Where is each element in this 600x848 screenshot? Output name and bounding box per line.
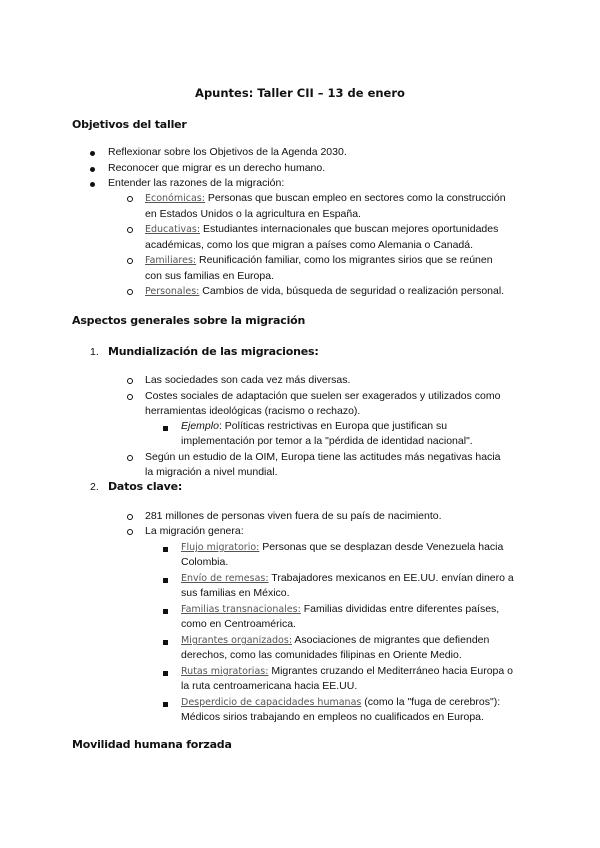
- bullet-dot: [90, 146, 95, 161]
- genera-familias-cont: como en Centroamérica.: [181, 618, 296, 630]
- bullet-square: [163, 573, 168, 588]
- list-number: 1.: [90, 346, 99, 358]
- genera-desperdicio: Desperdicio de capacidades humanas (como la "fuga de cerebros"):: [181, 696, 501, 708]
- reason-familiares: Familiares: Reunificación familiar, como los migrantes sirios que se reúnen: [145, 254, 493, 266]
- bullet-square: [163, 421, 168, 436]
- genera-remesas-cont: sus familias en México.: [181, 587, 290, 599]
- genera-flujo: Flujo migratorio: Personas que se desplazan desde Venezuela hacia: [181, 541, 504, 553]
- bullet-square: [163, 697, 168, 712]
- genera-familias: Familias transnacionales: Familias divididas entre diferentes países,: [181, 603, 500, 615]
- page-title: Apuntes: Taller CII – 13 de enero: [195, 86, 405, 100]
- mundializacion-item: Las sociedades son cada vez más diversas.: [145, 374, 351, 386]
- reason-economicas: Económicas: Personas que buscan empleo en sectores como la construcción: [145, 192, 506, 204]
- bullet-dot: [90, 177, 95, 192]
- bullet-ring: [127, 285, 133, 300]
- heading-objetivos: Objetivos del taller: [72, 118, 187, 131]
- genera-migrantes: Migrantes organizados: Asociaciones de migrantes que defienden: [181, 634, 490, 646]
- genera-migrantes-cont: derechos, como las comunidades filipinas en Oriente Medio.: [181, 649, 462, 661]
- mundializacion-item: Costes sociales de adaptación que suelen ser exagerados y utilizados como: [145, 390, 501, 402]
- reason-familiares-cont: con sus familias en Europa.: [145, 270, 274, 282]
- genera-rutas: Rutas migratorias: Migrantes cruzando el Mediterráneo hacia Europa o: [181, 665, 513, 677]
- genera-rutas-cont: la ruta centroamericana hacia EE.UU.: [181, 680, 358, 692]
- subheading-datos-clave: Datos clave:: [108, 480, 183, 493]
- bullet-square: [163, 635, 168, 650]
- objetivo-item: Reconocer que migrar es un derecho humano.: [108, 162, 326, 174]
- bullet-ring: [127, 451, 133, 466]
- list-number: 2.: [90, 481, 99, 493]
- genera-flujo-cont: Colombia.: [181, 556, 229, 568]
- bullet-ring: [127, 223, 133, 238]
- bullet-ring: [127, 374, 133, 389]
- bullet-ring: [127, 390, 133, 405]
- bullet-ring: [127, 510, 133, 525]
- heading-aspectos: Aspectos generales sobre la migración: [72, 314, 306, 327]
- bullet-ring: [127, 192, 133, 207]
- datos-item: La migración genera:: [145, 525, 244, 537]
- genera-remesas: Envío de remesas: Trabajadores mexicanos en EE.UU. envían dinero a: [181, 572, 514, 584]
- bullet-dot: [90, 162, 95, 177]
- mundializacion-item: Según un estudio de la OIM, Europa tiene las actitudes más negativas hacia: [145, 451, 501, 463]
- ejemplo-line-cont: implementación por temor a la "pérdida de identidad nacional".: [181, 435, 473, 447]
- reason-personales: Personales: Cambios de vida, búsqueda de seguridad o realización personal.: [145, 285, 505, 297]
- bullet-square: [163, 666, 168, 681]
- genera-desperdicio-cont: Médicos sirios trabajando en empleos no cualificados en Europa.: [181, 711, 484, 723]
- reason-educativas: Educativas: Estudiantes internacionales que buscan mejores oportunidades: [145, 223, 499, 235]
- bullet-square: [163, 604, 168, 619]
- reason-educativas-cont: académicas, como los que migran a países como Alemania o Canadá.: [145, 239, 474, 251]
- bullet-ring: [127, 525, 133, 540]
- mundializacion-item-cont: la migración a nivel mundial.: [145, 466, 278, 478]
- heading-movilidad: Movilidad humana forzada: [72, 738, 232, 751]
- ejemplo-line: Ejemplo: Políticas restrictivas en Europa que justifican su: [181, 420, 448, 432]
- bullet-square: [163, 542, 168, 557]
- reason-economicas-cont: en Estados Unidos o la agricultura en España.: [145, 208, 361, 220]
- subheading-mundializacion: Mundialización de las migraciones:: [108, 345, 319, 358]
- datos-item: 281 millones de personas viven fuera de su país de nacimiento.: [145, 510, 442, 522]
- objetivo-item: Reflexionar sobre los Objetivos de la Agenda 2030.: [108, 146, 347, 158]
- objetivo-item: Entender las razones de la migración:: [108, 177, 285, 189]
- mundializacion-item-cont: herramientas ideológicas (racismo o rechazo).: [145, 405, 361, 417]
- bullet-ring: [127, 254, 133, 269]
